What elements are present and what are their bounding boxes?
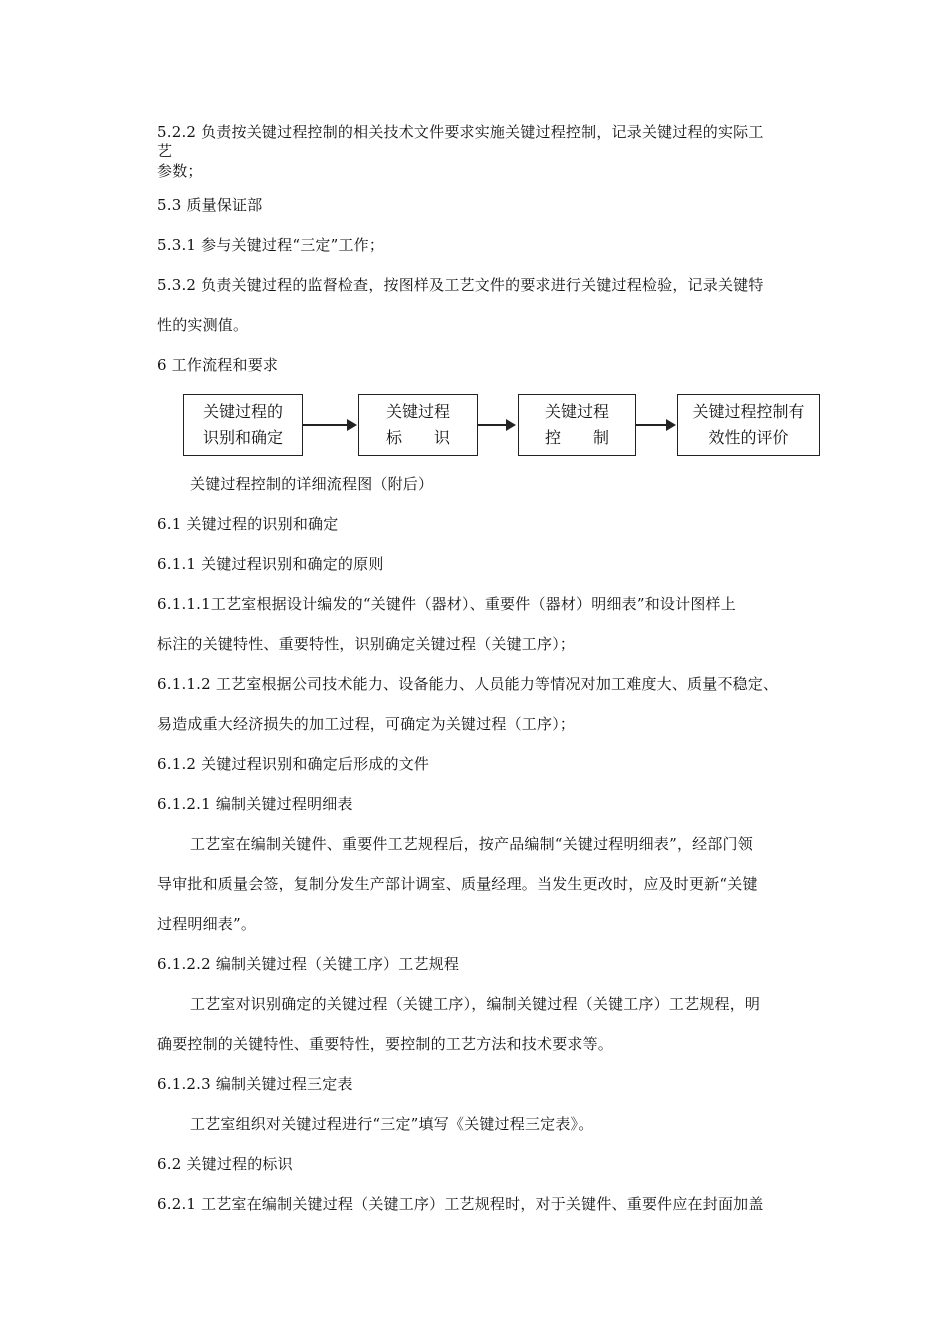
section-heading: 5.3 质量保证部 [157,196,263,214]
text-line: 工艺室对识别确定的关键过程（关键工序），编制关键过程（关键工序）工艺规程，明 [190,995,761,1013]
text-line: 5.3.2 负责关键过程的监督检查，按图样及工艺文件的要求进行关键过程检验，记录关键特 [157,276,764,294]
flow-box-text: 关键过程的 [202,402,283,421]
text-line: 工艺室组织对关键过程进行“三定”填写《关键过程三定表》。 [190,1115,594,1133]
flow-box-text: 控 制 [544,428,609,447]
text-line: 工艺室在编制关键件、重要件工艺规程后，按产品编制“关键过程明细表”，经部门领 [190,835,753,853]
flow-box-text: 关键过程控制有 [692,402,805,421]
flow-box-evaluation [677,394,820,456]
text-line: 6.1.2.1 编制关键过程明细表 [157,795,353,813]
flow-box-text: 识别和确定 [202,428,283,447]
flow-box-identification [183,394,303,456]
text-line: 6.1.1 关键过程识别和确定的原则 [157,555,384,573]
text-line: 5.3.1 参与关键过程“三定”工作； [157,236,385,254]
flow-arrow [636,424,674,426]
figure-caption: 关键过程控制的详细流程图（附后） [190,475,434,493]
text-line: 6.2.1 工艺室在编制关键过程（关键工序）工艺规程时，对于关键件、重要件应在封面加盖 [157,1195,764,1213]
text-line: 6.1.1.2 工艺室根据公司技术能力、设备能力、人员能力等情况对加工难度大、质量不稳定、 [157,675,779,693]
process-flowchart [183,394,823,460]
text-line: 6.1.1.1工艺室根据设计编发的“关键件（器材）、重要件（器材）明细表”和设计图样上 [157,595,736,613]
flow-box-marking [358,394,478,456]
text-line: 艺 [157,142,173,160]
section-heading: 6.2 关键过程的标识 [157,1155,293,1173]
text-line: 标注的关键特性、重要特性，识别确定关键过程（关键工序）； [157,635,576,653]
flow-arrow [303,424,355,426]
text-line: 易造成重大经济损失的加工过程，可确定为关键过程（工序）； [157,715,576,733]
flow-box-text: 关键过程 [385,402,450,421]
text-line: 6.1.2 关键过程识别和确定后形成的文件 [157,755,430,773]
flow-box-text: 标 识 [385,428,450,447]
text-line: 过程明细表”。 [157,915,257,933]
flow-box-control [518,394,636,456]
text-line: 参数； [157,162,203,180]
text-line: 6.1.2.3 编制关键过程三定表 [157,1075,353,1093]
text-line: 6.1.2.2 编制关键过程（关键工序）工艺规程 [157,955,460,973]
section-heading: 6 工作流程和要求 [157,356,279,374]
text-line: 导审批和质量会签，复制分发生产部计调室、质量经理。当发生更改时，应及时更新“关键 [157,875,758,893]
flow-arrow [478,424,514,426]
text-line: 确要控制的关键特性、重要特性，要控制的工艺方法和技术要求等。 [157,1035,614,1053]
flow-box-text: 效性的评价 [708,428,789,447]
section-heading: 6.1 关键过程的识别和确定 [157,515,339,533]
flow-box-text: 关键过程 [544,402,609,421]
text-line: 性的实测值。 [157,316,249,334]
text-line: 5.2.2 负责按关键过程控制的相关技术文件要求实施关键过程控制，记录关键过程的实际工 [157,123,764,141]
